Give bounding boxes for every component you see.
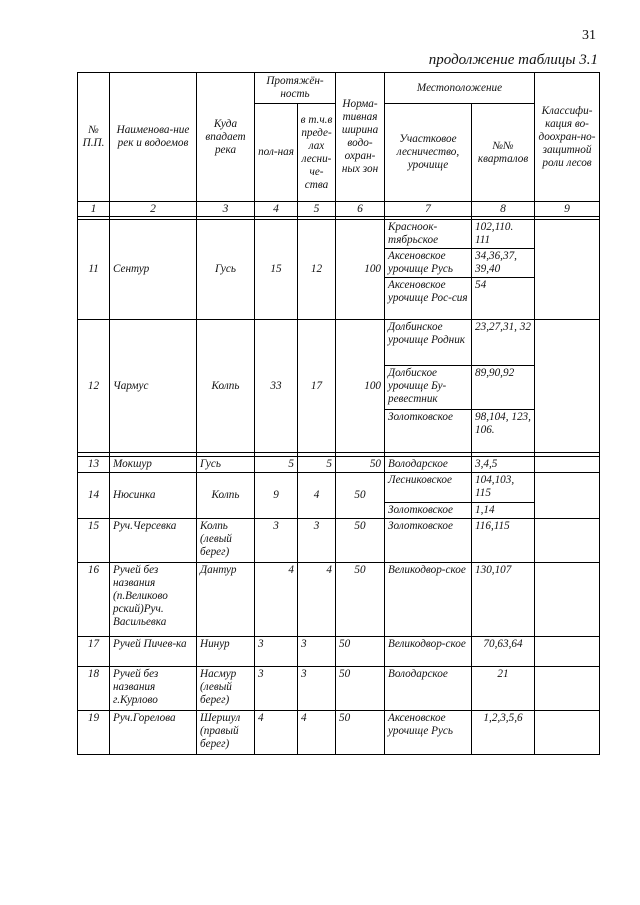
row-length: 33 [255, 320, 298, 453]
row-quarters: 130,107 [472, 563, 535, 637]
row-classification [535, 667, 600, 711]
row-name: Руч.Черсевка [110, 519, 197, 563]
header-buffer-width: Норма-тивная ширина водо-охран-ных зон [336, 73, 385, 202]
row-classification [535, 220, 600, 320]
row-name: Ручей без названия (п.Великово рский)Руч. Васильевка [110, 563, 197, 637]
row-classification [535, 457, 600, 473]
row-quarters: 3,4,5 [472, 457, 535, 473]
column-number: 3 [197, 202, 255, 217]
row-quarters: 1,14 [472, 503, 535, 519]
header-quarters: №№ кварталов [472, 104, 535, 202]
row-length: 5 [255, 457, 298, 473]
row-classification [535, 563, 600, 637]
row-width: 50 [336, 667, 385, 711]
table-row [78, 320, 600, 366]
table-row [78, 563, 600, 637]
row-in-forest: 4 [298, 711, 336, 755]
column-number: 2 [110, 202, 197, 217]
row-in-forest: 5 [298, 457, 336, 473]
row-in-forest: 3 [298, 637, 336, 667]
table-row [78, 637, 600, 667]
row-flows-into: Насмур (левый берег) [197, 667, 255, 711]
row-classification [535, 320, 600, 453]
row-name: Ручей без названия г.Курлово [110, 667, 197, 711]
row-forestry: Великодвор-ское [385, 637, 472, 667]
row-width: 50 [336, 519, 385, 563]
row-quarters: 21 [472, 667, 535, 711]
row-classification [535, 473, 600, 519]
row-width: 50 [336, 457, 385, 473]
row-length: 3 [255, 667, 298, 711]
row-quarters: 104,103, 115 [472, 473, 535, 503]
row-length: 15 [255, 220, 298, 320]
row-flows-into: Шершул (правый берег) [197, 711, 255, 755]
table-row [78, 457, 600, 473]
table-body [78, 220, 600, 755]
header-name: Наименова-ние рек и водоемов [110, 73, 197, 202]
row-forestry: Долбиское урочище Бу-ревестник [385, 366, 472, 410]
row-flows-into: Колпь (левый берег) [197, 519, 255, 563]
column-number: 9 [535, 202, 600, 217]
row-forestry: Аксеновское урочище Русь [385, 249, 472, 278]
row-quarters: 1,2,3,5,6 [472, 711, 535, 755]
row-num: 17 [78, 637, 110, 667]
row-forestry: Володарское [385, 667, 472, 711]
row-num: 12 [78, 320, 110, 453]
table-row [78, 667, 600, 711]
row-forestry: Золотковское [385, 410, 472, 453]
row-in-forest: 3 [298, 519, 336, 563]
column-number: 6 [336, 202, 385, 217]
column-number: 7 [385, 202, 472, 217]
row-classification [535, 637, 600, 667]
table-row [78, 519, 600, 563]
row-flows-into: Гусь [197, 220, 255, 320]
row-quarters: 70,63,64 [472, 637, 535, 667]
header-location: Местоположение [385, 73, 535, 104]
row-classification [535, 519, 600, 563]
row-width: 100 [336, 320, 385, 453]
row-width: 100 [336, 220, 385, 320]
header-forestry: Участковое лесничество, урочище [385, 104, 472, 202]
row-length: 3 [255, 637, 298, 667]
header-classification: Классифи-кация во-доохран-но-защитной роли лесов [535, 73, 600, 202]
row-num: 15 [78, 519, 110, 563]
row-forestry: Долбинское урочище Родник [385, 320, 472, 366]
column-number: 1 [78, 202, 110, 217]
row-in-forest: 4 [298, 563, 336, 637]
table-row [78, 711, 600, 755]
table-header [78, 73, 600, 220]
row-quarters: 98,104, 123, 106. [472, 410, 535, 453]
row-width: 50 [336, 473, 385, 519]
row-length: 4 [255, 563, 298, 637]
row-in-forest: 12 [298, 220, 336, 320]
page-number: 31 [582, 28, 596, 43]
row-name: Нюсинка [110, 473, 197, 519]
row-name: Руч.Горелова [110, 711, 197, 755]
row-num: 11 [78, 220, 110, 320]
row-num: 14 [78, 473, 110, 519]
row-in-forest: 3 [298, 667, 336, 711]
row-flows-into: Гусь [197, 457, 255, 473]
header-num: № П.П. [78, 73, 110, 202]
row-num: 13 [78, 457, 110, 473]
row-forestry: Аксеновское урочище Русь [385, 711, 472, 755]
row-classification [535, 711, 600, 755]
row-length: 4 [255, 711, 298, 755]
row-width: 50 [336, 711, 385, 755]
row-flows-into: Колпь [197, 473, 255, 519]
row-flows-into: Колпь [197, 320, 255, 453]
row-name: Мокшур [110, 457, 197, 473]
row-quarters: 102,110. 111 [472, 220, 535, 249]
row-quarters: 116,115 [472, 519, 535, 563]
row-quarters: 23,27,31, 32 [472, 320, 535, 366]
table-row [78, 220, 600, 249]
column-numbers-row [78, 202, 600, 217]
row-forestry: Володарское [385, 457, 472, 473]
row-forestry: Красноок-тябрьское [385, 220, 472, 249]
row-length: 3 [255, 519, 298, 563]
header-length-forest: в т.ч.в преде-лах лесни-че-ства [298, 104, 336, 202]
header-length-full: пол-ная [255, 104, 298, 202]
table-caption: продолжение таблицы 3.1 [428, 52, 598, 68]
row-forestry: Золотковское [385, 519, 472, 563]
row-name: Чармус [110, 320, 197, 453]
row-forestry: Аксеновское урочище Рос-сия [385, 278, 472, 320]
row-quarters: 34,36,37, 39,40 [472, 249, 535, 278]
rivers-table [77, 72, 600, 755]
row-forestry: Золотковское [385, 503, 472, 519]
row-in-forest: 17 [298, 320, 336, 453]
row-quarters: 54 [472, 278, 535, 320]
row-num: 19 [78, 711, 110, 755]
row-forestry: Великодвор-ское [385, 563, 472, 637]
row-width: 50 [336, 563, 385, 637]
row-quarters: 89,90,92 [472, 366, 535, 410]
header-length: Протяжён-ность [255, 73, 336, 104]
row-num: 18 [78, 667, 110, 711]
column-number: 4 [255, 202, 298, 217]
row-flows-into: Дантур [197, 563, 255, 637]
header-flows-into: Куда впадает река [197, 73, 255, 202]
row-length: 9 [255, 473, 298, 519]
row-in-forest: 4 [298, 473, 336, 519]
row-num: 16 [78, 563, 110, 637]
column-number: 5 [298, 202, 336, 217]
table-row [78, 473, 600, 503]
row-flows-into: Нинур [197, 637, 255, 667]
row-width: 50 [336, 637, 385, 667]
column-number: 8 [472, 202, 535, 217]
row-name: Сентур [110, 220, 197, 320]
row-name: Ручей Пичев-ка [110, 637, 197, 667]
row-forestry: Лесниковское [385, 473, 472, 503]
